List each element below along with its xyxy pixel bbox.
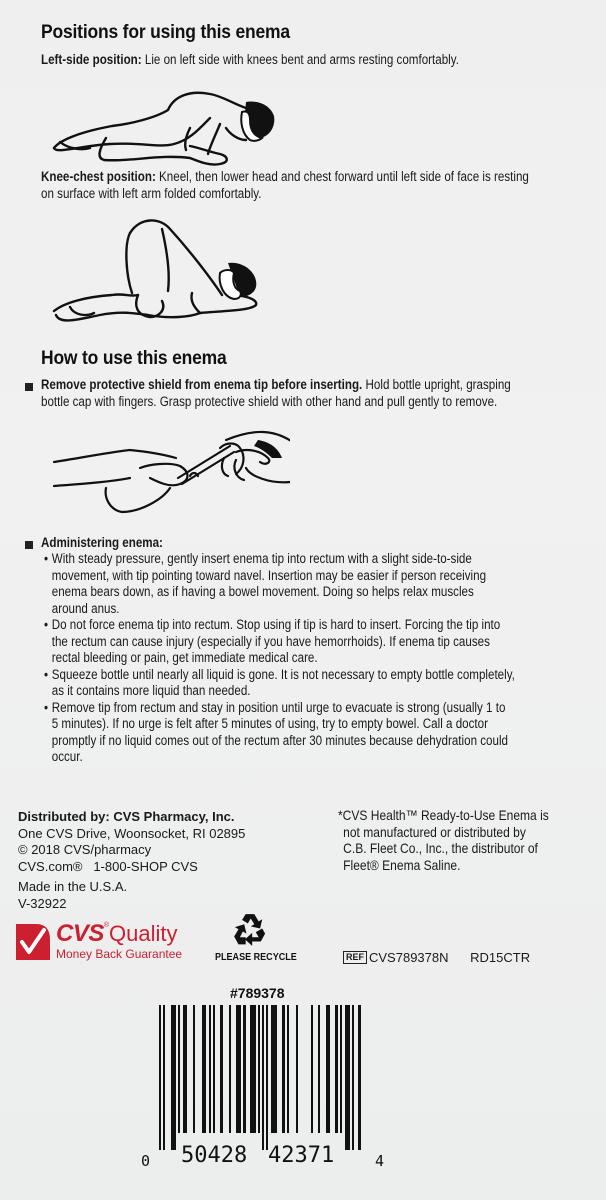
left-side-label: Left-side position:	[41, 52, 142, 67]
bullet-dot-icon: •	[44, 617, 49, 632]
step-remove-shield-line2: bottle cap with fingers. Grasp protective shield with other hand and pull gently to remove.	[41, 393, 498, 409]
please-recycle-label: PLEASE RECYCLE	[215, 951, 297, 963]
bullet-2-line: the rectum can cause injury (especially if you have hemorrhoids). If enema tip causes	[51, 633, 490, 649]
knee-chest-description-line1: Kneel, then lower head and chest forward until left side of face is resting	[159, 169, 529, 184]
bullet-square-icon	[25, 541, 33, 549]
bullet-1-line: around anus.	[51, 600, 120, 616]
contact-line	[18, 859, 245, 876]
barcode-group-2: 42371	[268, 1143, 335, 1168]
cvs-brand: CVS	[56, 920, 104, 947]
bullet-1-line: movement, with tip pointing toward navel. Insertion may be easier if person receiving	[51, 567, 487, 583]
cvs-quality-logo	[14, 920, 204, 966]
knee-chest-position-text	[41, 169, 529, 202]
bullet-1-line: With steady pressure, gently insert enema tip into rectum with a slight side-to-side	[51, 551, 472, 566]
money-back-guarantee: Money Back Guarantee	[56, 947, 183, 961]
ref-symbol: REF	[343, 951, 367, 964]
registered-mark: ®	[103, 922, 110, 929]
bullet-4-line: promptly if no liquid comes out of the rectum after 30 minutes because dehydration could	[51, 732, 509, 748]
ref-code-line	[343, 950, 530, 967]
bullet-1-line: enema bears down, as if having a bowel movement. Doing so helps relax muscles	[51, 584, 474, 599]
administering-bullet-4	[44, 700, 515, 766]
bullet-3-line: Squeeze bottle until nearly all liquid is gone. It is not necessary to empty bottle completely,	[51, 666, 515, 682]
bullet-2-line: rectal bleeding or pain, get immediate medical care.	[51, 650, 318, 665]
barcode-digit-right: 4	[375, 1152, 385, 1170]
left-side-description: Lie on left side with knees bent and arms resting comfortably.	[144, 52, 459, 67]
disclaimer-line: C.B. Fleet Co., Inc., the distributor of	[343, 840, 538, 856]
administering-heading: Administering enema:	[41, 535, 163, 550]
administering-bullet-2	[44, 617, 515, 667]
ref-code: CVS789378N	[369, 950, 449, 965]
made-in: Made in the U.S.A.	[18, 879, 128, 894]
administering-bullet-3	[44, 667, 515, 700]
quality-word: Quality	[109, 921, 178, 946]
knee-chest-label: Knee-chest position:	[41, 169, 156, 184]
barcode-group-1: 50428	[181, 1143, 248, 1168]
disclaimer-line: *CVS Health™ Ready-to-Use Enema is	[338, 807, 549, 823]
bullet-4-line: Remove tip from rectum and stay in position until urge to evacuate is strong (usually 1 to	[51, 699, 506, 715]
checkmark-badge-icon	[14, 922, 52, 962]
positions-heading: Positions for using this enema	[41, 22, 290, 43]
left-side-position-text	[41, 52, 459, 69]
bullet-4-line: 5 minutes). If no urge is felt after 5 minutes of using, try to empty bowel. Call a doctor	[51, 716, 488, 731]
step-remove-shield	[41, 377, 511, 410]
bullet-square-icon	[25, 383, 33, 391]
disclaimer	[338, 807, 549, 873]
step-remove-shield-bold: Remove protective shield from enema tip before inserting.	[41, 377, 363, 392]
copyright: © 2018 CVS/pharmacy	[18, 842, 152, 857]
bullet-4-line: occur.	[51, 749, 83, 764]
remove-shield-illustration	[50, 418, 290, 518]
phone-number: 1-800-SHOP CVS	[93, 858, 198, 874]
how-to-heading: How to use this enema	[41, 348, 227, 369]
bullet-dot-icon: •	[44, 551, 49, 566]
recycle-icon	[232, 912, 268, 948]
version-code: V-32922	[18, 895, 67, 911]
bullet-2-line: Do not force enema tip into rectum. Stop using if tip is hard to insert. Forcing the tip into	[51, 617, 501, 632]
barcode-digit-left: 0	[141, 1152, 151, 1170]
cvs-quality-wordmark	[56, 920, 178, 948]
left-side-position-illustration	[50, 88, 290, 168]
disclaimer-line: Fleet® Enema Saline.	[343, 856, 461, 873]
distributor-address: One CVS Drive, Woonsocket, RI 02895	[18, 825, 246, 841]
knee-chest-position-illustration	[50, 215, 270, 325]
distributor-name: Distributed by: CVS Pharmacy, Inc.	[18, 809, 235, 824]
bullet-dot-icon: •	[44, 666, 49, 682]
website: CVS.com®	[18, 858, 83, 874]
knee-chest-description-line2: on surface with left arm folded comfortably.	[41, 185, 262, 201]
disclaimer-line: not manufactured or distributed by	[343, 823, 526, 840]
administering-bullet-1	[44, 551, 515, 617]
bullet-3-line: as it contains more liquid than needed.	[51, 683, 251, 698]
item-number: #789378	[230, 985, 285, 1001]
administering-bullets	[44, 551, 515, 766]
step-remove-shield-line1: Hold bottle upright, grasping	[365, 377, 511, 392]
lot-code: RD15CTR	[470, 950, 531, 965]
bullet-dot-icon: •	[44, 699, 49, 715]
distributor-block	[18, 809, 245, 912]
